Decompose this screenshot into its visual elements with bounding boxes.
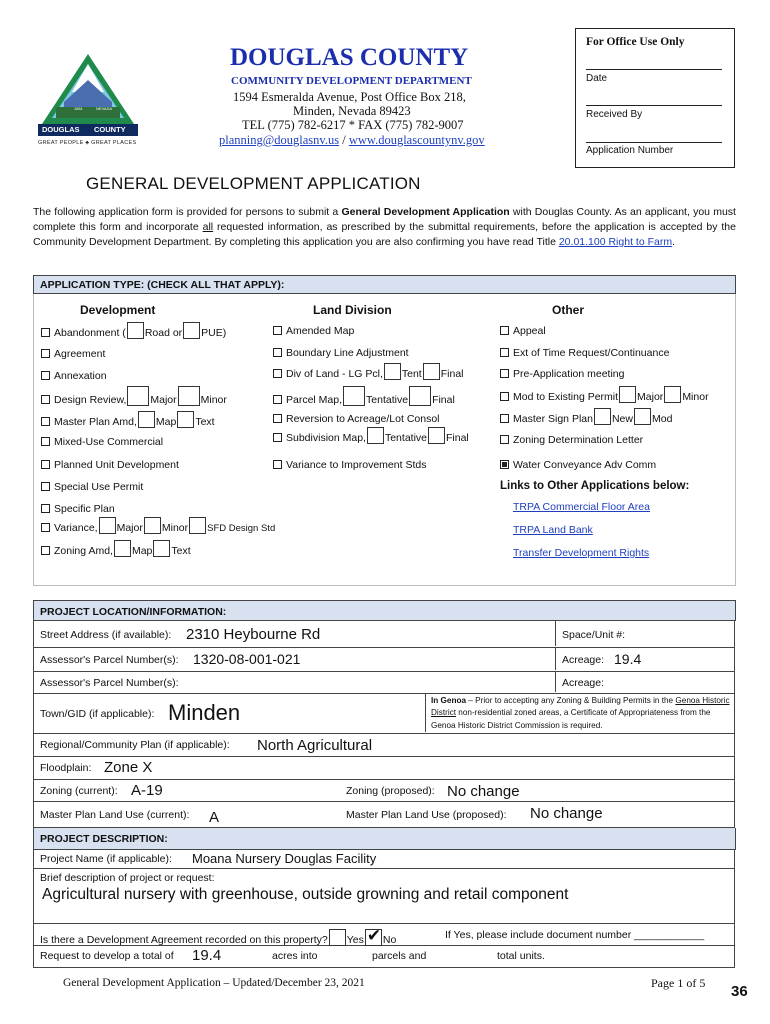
office-date-label: Date xyxy=(586,73,608,84)
project-name-label: Project Name (if applicable): xyxy=(40,853,172,865)
address-line-2: Minden, Nevada 89423 xyxy=(293,104,411,118)
opt-label: Variance to Improvement Stds xyxy=(286,459,427,471)
intro-underline: all xyxy=(202,221,214,233)
acres-into-label: acres into xyxy=(272,950,318,962)
mplu-proposed-label: Master Plan Land Use (proposed): xyxy=(346,809,507,821)
opt-annexation[interactable] xyxy=(41,370,107,382)
contact-separator: / xyxy=(339,133,349,147)
mplu-current-value[interactable]: A xyxy=(209,809,220,826)
opt-label: New xyxy=(611,413,633,425)
opt-amended-map[interactable] xyxy=(273,325,354,337)
opt-label: Text xyxy=(171,545,191,557)
opt-mod-permit[interactable] xyxy=(500,386,709,403)
opt-label: Specific Plan xyxy=(54,503,115,515)
mplu-current-label: Master Plan Land Use (current): xyxy=(40,809,190,821)
opt-label: Subdivision Map, xyxy=(286,432,366,444)
checkbox[interactable] xyxy=(41,349,50,358)
parcel-final-checkbox[interactable] xyxy=(409,386,431,406)
opt-label: Ext of Time Request/Continuance xyxy=(513,347,670,359)
acreage2-label: Acreage: xyxy=(562,677,605,689)
office-line-1 xyxy=(586,69,722,70)
zoning-proposed-label: Zoning (proposed): xyxy=(346,785,435,797)
opt-label: Tentative xyxy=(366,394,409,406)
sub-tentative-checkbox[interactable] xyxy=(367,427,384,444)
div-final-checkbox[interactable] xyxy=(423,363,440,380)
checkbox[interactable] xyxy=(273,433,282,442)
master-plan-row xyxy=(33,802,735,828)
divider xyxy=(555,672,556,692)
opt-abandonment[interactable] xyxy=(41,322,226,339)
divider xyxy=(425,694,426,732)
brief-value[interactable]: Agricultural nursery with greenhouse, outside growning and retail component xyxy=(42,886,569,903)
design-minor-checkbox[interactable] xyxy=(178,386,200,406)
sub-final-checkbox[interactable] xyxy=(428,427,445,444)
opt-label: Master Plan Amd, xyxy=(54,416,137,428)
opt-label: Major xyxy=(116,522,143,534)
checkbox[interactable] xyxy=(273,369,282,378)
mod-minor-checkbox[interactable] xyxy=(664,386,681,403)
parcel-tentative-checkbox[interactable] xyxy=(343,386,365,406)
apn2-row xyxy=(33,672,735,694)
zoning-text-checkbox[interactable] xyxy=(153,540,170,557)
request-row xyxy=(33,946,735,968)
brief-row xyxy=(33,869,735,924)
checkbox[interactable] xyxy=(500,369,509,378)
opt-label: Text xyxy=(195,416,215,428)
opt-label: Mod xyxy=(651,413,673,425)
col-development-heading: Development xyxy=(80,303,156,317)
agreement-yes-label: Yes xyxy=(346,934,364,946)
checkbox[interactable] xyxy=(41,371,50,380)
total-units-label: total units. xyxy=(497,950,545,962)
street-row xyxy=(33,621,735,648)
checkbox[interactable] xyxy=(500,326,509,335)
acreage-label: Acreage: xyxy=(562,654,605,666)
application-type-header xyxy=(33,275,736,294)
divider xyxy=(555,648,556,670)
opt-design-review[interactable] xyxy=(41,386,227,406)
opt-ext-time[interactable] xyxy=(500,347,669,359)
request-label: Request to develop a total of xyxy=(40,950,174,962)
intro-end: . xyxy=(672,236,675,248)
opt-preapp[interactable] xyxy=(500,368,624,380)
footer-text: General Development Application – Updated/December 23, 2021 xyxy=(63,977,365,989)
zoning-current-value[interactable]: A-19 xyxy=(131,782,163,799)
office-use-title: For Office Use Only xyxy=(586,36,685,48)
checkbox[interactable] xyxy=(500,414,509,423)
opt-label: Final xyxy=(432,394,455,406)
agreement-question-wrap xyxy=(40,929,396,946)
opt-label: Minor xyxy=(682,391,709,403)
road-checkbox[interactable] xyxy=(127,322,144,339)
opt-label: Special Use Permit xyxy=(54,481,144,493)
email-link[interactable]: planning@douglasnv.us xyxy=(219,133,340,147)
phone-line: TEL (775) 782-6217 * FAX (775) 782-9007 xyxy=(242,118,464,132)
county-name: DOUGLAS COUNTY xyxy=(230,44,469,71)
col-land-division-heading: Land Division xyxy=(313,303,392,317)
mplu-proposed-value[interactable]: No change xyxy=(530,805,603,822)
opt-pud[interactable] xyxy=(41,459,179,471)
floodplain-label: Floodplain: xyxy=(40,762,92,774)
form-title: GENERAL DEVELOPMENT APPLICATION xyxy=(86,174,421,193)
checkbox[interactable] xyxy=(41,395,50,404)
opt-variance-imp[interactable] xyxy=(273,459,426,471)
opt-agreement[interactable] xyxy=(41,348,105,360)
office-received-label: Received By xyxy=(586,109,643,120)
project-description-header xyxy=(33,828,736,850)
checkbox[interactable] xyxy=(41,460,50,469)
acreage-value[interactable]: 19.4 xyxy=(614,651,642,667)
opt-label: Div of Land - LG Pcl, xyxy=(286,368,383,380)
mpa-map-checkbox[interactable] xyxy=(138,411,155,428)
opt-parcel-map[interactable] xyxy=(273,386,455,406)
checkbox[interactable] xyxy=(273,348,282,357)
project-name-row xyxy=(33,850,735,869)
variance-major-checkbox[interactable] xyxy=(99,517,116,534)
opt-sign-plan[interactable] xyxy=(500,408,672,425)
opt-label: Variance, xyxy=(54,522,98,534)
agreement-question: Is there a Development Agreement recorded on this property? xyxy=(40,934,328,946)
checkbox[interactable] xyxy=(41,417,50,426)
div-tent-checkbox[interactable] xyxy=(384,363,401,380)
office-line-3 xyxy=(586,142,722,143)
sign-new-checkbox[interactable] xyxy=(594,408,611,425)
logo-mountain-icon xyxy=(34,52,142,152)
opt-label: Reversion to Acreage/Lot Consol xyxy=(286,413,440,425)
opt-mixed-use[interactable] xyxy=(41,436,163,448)
website-link[interactable]: www.douglascountynv.gov xyxy=(348,133,485,147)
checkbox[interactable] xyxy=(41,482,50,491)
opt-label: SFD Design Std xyxy=(207,523,276,534)
opt-variance[interactable] xyxy=(41,517,275,534)
page-number: Page 1 of 5 xyxy=(651,976,706,990)
opt-label: Annexation xyxy=(54,370,107,382)
opt-label: Major xyxy=(150,394,177,406)
checkbox[interactable] xyxy=(500,348,509,357)
links-heading: Links to Other Applications below: xyxy=(500,480,690,492)
checkbox[interactable] xyxy=(41,546,50,555)
variance-minor-checkbox[interactable] xyxy=(144,517,161,534)
department-name: COMMUNITY DEVELOPMENT DEPARTMENT xyxy=(231,75,472,87)
genoa-note xyxy=(431,695,733,732)
floodplain-value[interactable]: Zone X xyxy=(104,759,153,776)
genoa-district-link[interactable]: Genoa Historic District xyxy=(431,696,730,718)
agreement-yes-checkbox[interactable] xyxy=(329,929,346,946)
opt-label: Tent xyxy=(401,368,422,380)
variance-sfd-checkbox[interactable] xyxy=(189,517,206,534)
zoning-current-label: Zoning (current): xyxy=(40,785,118,797)
opt-label: Zoning Determination Letter xyxy=(513,434,644,446)
opt-subdivision-map[interactable] xyxy=(273,427,469,444)
regional-label: Regional/Community Plan (if applicable): xyxy=(40,739,230,751)
project-location-heading: PROJECT LOCATION/INFORMATION: xyxy=(40,606,227,618)
logo-tagline: GREAT PEOPLE ♣ GREAT PLACES xyxy=(38,140,137,146)
opt-label: Zoning Amd, xyxy=(54,545,113,557)
contact-line xyxy=(219,133,485,148)
opt-div-land[interactable] xyxy=(273,363,464,380)
checkbox-checked[interactable] xyxy=(500,460,509,469)
link-trpa-land-bank[interactable]: TRPA Land Bank xyxy=(513,524,593,536)
svg-text:NEVADA: NEVADA xyxy=(96,106,113,111)
checkbox[interactable] xyxy=(273,414,282,423)
genoa-text-2: non-residential zoned areas, a Certificate of Appropriateness from the Genoa Historic District Commission is required. xyxy=(431,708,711,730)
intro-paragraph xyxy=(33,205,736,250)
pue-checkbox[interactable] xyxy=(183,322,200,339)
office-line-2 xyxy=(586,105,722,106)
county-logo xyxy=(34,52,142,152)
street-value[interactable]: 2310 Heybourne Rd xyxy=(186,626,321,643)
opt-label: Pre-Application meeting xyxy=(513,368,625,380)
address-line-1: 1594 Esmeralda Avenue, Post Office Box 218, xyxy=(233,90,466,104)
opt-label: Parcel Map, xyxy=(286,394,343,406)
checkbox[interactable] xyxy=(273,395,282,404)
opt-label: Master Sign Plan xyxy=(513,413,593,425)
link-trpa-cfa[interactable]: TRPA Commercial Floor Area xyxy=(513,501,650,513)
right-to-farm-link[interactable]: 20.01.100 Right to Farm xyxy=(558,236,673,248)
opt-label: Major xyxy=(637,391,664,403)
street-label: Street Address (if available): xyxy=(40,629,172,641)
project-description-heading: PROJECT DESCRIPTION: xyxy=(40,833,168,845)
zoning-row xyxy=(33,780,735,802)
apn2-label: Assessor's Parcel Number(s): xyxy=(40,677,179,689)
request-acres-value[interactable]: 19.4 xyxy=(192,947,222,964)
zoning-proposed-value[interactable]: No change xyxy=(447,783,520,800)
agreement-if-yes: If Yes, please include document number ____________ xyxy=(445,929,705,941)
opt-specific-plan[interactable] xyxy=(41,503,115,515)
opt-label: PUE) xyxy=(201,327,227,339)
sign-mod-checkbox[interactable] xyxy=(634,408,651,425)
space-label: Space/Unit #: xyxy=(562,629,626,641)
opt-label: Minor xyxy=(161,522,189,534)
office-use-box xyxy=(575,28,735,168)
checkbox[interactable] xyxy=(41,523,50,532)
application-type-heading: APPLICATION TYPE: (CHECK ALL THAT APPLY): xyxy=(40,279,285,291)
opt-label: Abandonment ( xyxy=(54,327,126,339)
checkbox[interactable] xyxy=(273,326,282,335)
opt-label: Road or xyxy=(144,327,183,339)
project-name-value[interactable]: Moana Nursery Douglas Facility xyxy=(192,851,377,866)
intro-text-1: The following application form is provided for persons to submit a xyxy=(33,206,342,218)
logo-text-right: COUNTY xyxy=(94,125,126,134)
opt-label: Mod to Existing Permit xyxy=(513,391,619,403)
intro-text-3: requested information, as prescribed by the submittal requirements, before the application is accepted by the Community Development Department. By completing this application you are also confirming you have read Title xyxy=(33,221,736,248)
opt-label: Tentative xyxy=(384,432,427,444)
opt-label: Amended Map xyxy=(286,325,355,337)
agreement-no-label: No xyxy=(382,934,397,946)
opt-master-plan-amd[interactable] xyxy=(41,411,215,428)
agreement-row xyxy=(33,924,735,946)
apn-value[interactable]: 1320-08-001-021 xyxy=(193,651,301,667)
opt-label: Agreement xyxy=(54,348,106,360)
opt-reversion[interactable] xyxy=(273,413,440,425)
opt-zoning-amd[interactable] xyxy=(41,540,191,557)
apn-label: Assessor's Parcel Number(s): xyxy=(40,654,179,666)
opt-label: Map xyxy=(155,416,177,428)
town-label: Town/GID (if applicable): xyxy=(40,708,155,720)
office-appnum-label: Application Number xyxy=(586,145,674,156)
logo-text-left: DOUGLAS xyxy=(42,125,80,134)
intro-text-2: with Douglas County. As an applicant, you must complete this form and incorporate xyxy=(33,206,736,233)
mod-major-checkbox[interactable] xyxy=(619,386,636,403)
genoa-bold: In Genoa xyxy=(431,696,467,705)
link-tdr[interactable]: Transfer Development Rights xyxy=(513,547,650,559)
opt-label: Minor xyxy=(200,394,227,406)
intro-bold: General Development Application xyxy=(341,206,510,218)
opt-label: Map xyxy=(131,545,153,557)
svg-text:1861: 1861 xyxy=(74,106,83,111)
divider xyxy=(555,621,556,646)
opt-label: Final xyxy=(446,432,469,444)
checkbox[interactable] xyxy=(273,460,282,469)
opt-bla[interactable] xyxy=(273,347,409,359)
floodplain-row xyxy=(33,757,735,780)
opt-water-conveyance[interactable] xyxy=(500,459,656,471)
project-location-header xyxy=(33,600,736,621)
mpa-text-checkbox[interactable] xyxy=(177,411,194,428)
checkbox[interactable] xyxy=(500,435,509,444)
regional-value[interactable]: North Agricultural xyxy=(257,737,373,754)
parcels-and-label: parcels and xyxy=(372,950,427,962)
agreement-no-checkbox[interactable] xyxy=(365,929,382,946)
opt-label: Appeal xyxy=(513,325,546,337)
regional-row xyxy=(33,734,735,757)
town-row xyxy=(33,694,735,734)
zoning-map-checkbox[interactable] xyxy=(114,540,131,557)
checkbox[interactable] xyxy=(500,392,509,401)
col-other-heading: Other xyxy=(552,303,585,317)
checkbox[interactable] xyxy=(41,328,50,337)
genoa-text-1: – Prior to accepting any Zoning & Building Permits in the xyxy=(466,696,676,705)
opt-sup[interactable] xyxy=(41,481,143,493)
opt-label: Boundary Line Adjustment xyxy=(286,347,409,359)
opt-label: Planned Unit Development xyxy=(54,459,179,471)
town-value[interactable]: Minden xyxy=(168,700,241,725)
brief-label: Brief description of project or request: xyxy=(40,872,215,884)
checkbox[interactable] xyxy=(41,504,50,513)
opt-label: Design Review, xyxy=(54,394,127,406)
checkbox[interactable] xyxy=(41,437,50,446)
design-major-checkbox[interactable] xyxy=(127,386,149,406)
opt-zdl[interactable] xyxy=(500,434,643,446)
opt-label: Water Conveyance Adv Comm xyxy=(513,459,657,471)
apn-row xyxy=(33,648,735,672)
page-stamp-number: 36 xyxy=(731,983,748,1000)
opt-appeal[interactable] xyxy=(500,325,546,337)
opt-label: Mixed-Use Commercial xyxy=(54,436,164,448)
opt-label: Final xyxy=(440,368,464,380)
